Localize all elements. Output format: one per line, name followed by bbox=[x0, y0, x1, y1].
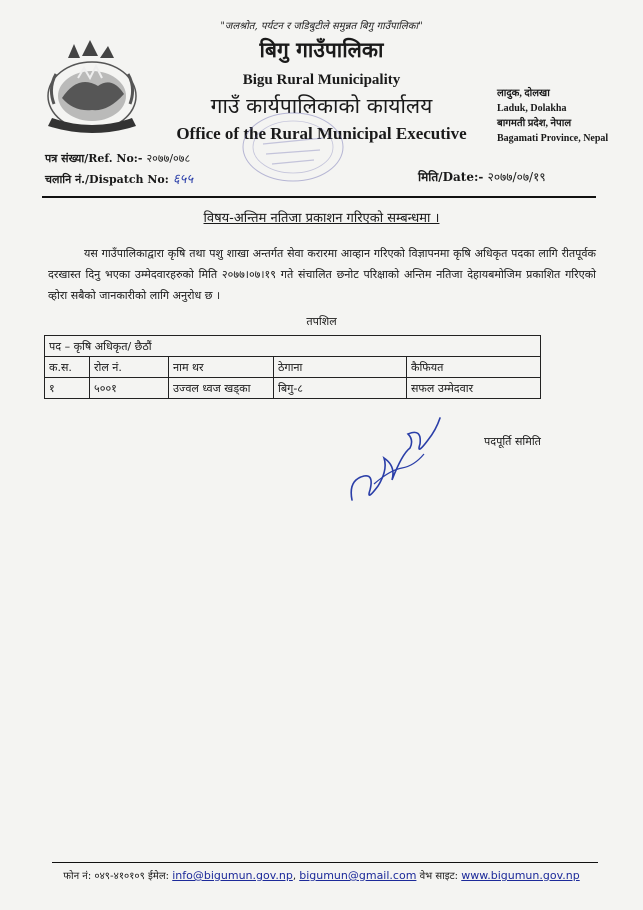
table-header-row bbox=[45, 357, 541, 378]
cell-serial: १ bbox=[45, 378, 90, 399]
website-link[interactable]: www.bigumun.gov.np bbox=[461, 869, 580, 882]
address-line: Bagamati Province, Nepal bbox=[497, 133, 609, 144]
letter-subject: विषय-अन्तिम नतिजा प्रकाशन गरिएको सम्बन्धमा । bbox=[203, 211, 440, 226]
date-label: मिति/Date:- bbox=[418, 170, 484, 184]
footer-divider bbox=[52, 862, 598, 863]
date-row bbox=[418, 168, 546, 185]
address-line: लादुक, दोलखा bbox=[497, 88, 550, 99]
address-line: Laduk, Dolakha bbox=[497, 103, 567, 114]
dispatch-row bbox=[45, 169, 193, 190]
office-name-np: गाउँ कार्यपालिकाको कार्यालय bbox=[210, 94, 433, 118]
municipality-name-en: Bigu Rural Municipality bbox=[242, 72, 401, 88]
signature-icon bbox=[344, 410, 444, 510]
table-post-row bbox=[45, 336, 541, 357]
municipality-motto: "जलश्रोत, पर्यटन र जडिबुटीले समुन्नत बिगु गाउँपालिका" bbox=[220, 21, 423, 32]
office-stamp-icon bbox=[238, 108, 348, 186]
header-divider bbox=[42, 196, 596, 198]
letter-footer bbox=[0, 868, 643, 882]
footer-web-label: वेभ साइट: bbox=[419, 871, 459, 882]
annex-label: तपशिल bbox=[306, 315, 337, 328]
ref-row bbox=[45, 148, 193, 169]
reference-block bbox=[45, 148, 193, 190]
office-address bbox=[497, 86, 608, 146]
footer-separator: , bbox=[292, 871, 297, 882]
dispatch-value: ६५५ bbox=[172, 172, 194, 187]
body-paragraph: यस गाउँपालिकाद्वारा कृषि तथा पशु शाखा अन्तर्गत सेवा करारमा आव्हान गरिएको विज्ञापनमा कृषि अधिकृत पदका लागि रीतपूर्वक दरखास्त दिनु भएका उम्मेदवारहरुको मिति २०७७।०७।१९ गते संचालित छनोट परिक्षाको अन्तिम नतिजा देहायबमोजिम प्रकाशित गरिएको व्होरा सबैको जानकारीको लागि अनुरोध छ । bbox=[48, 247, 596, 302]
header-cell-address: ठेगाना bbox=[274, 357, 407, 378]
header-cell-serial: क.स. bbox=[45, 357, 90, 378]
header-cell-remarks: कैफियत bbox=[407, 357, 541, 378]
cell-roll: ५००१ bbox=[90, 378, 169, 399]
municipality-name-np: बिगु गाउँपालिका bbox=[259, 38, 384, 62]
header-cell-name: नाम थर bbox=[169, 357, 274, 378]
footer-phone: फोन नं: ०४९-४१०१०९ ईमेल: bbox=[63, 871, 170, 882]
results-table bbox=[44, 335, 541, 399]
header-cell-roll: रोल नं. bbox=[90, 357, 169, 378]
email-link-gmail[interactable]: bigumun@gmail.com bbox=[299, 869, 417, 882]
address-line: बागमती प्रदेश, नेपाल bbox=[497, 118, 572, 129]
office-name-en: Office of the Rural Municipal Executive bbox=[176, 124, 467, 143]
table-row bbox=[45, 378, 541, 399]
letter-body bbox=[48, 243, 596, 306]
cell-name: उज्वल ध्वज खड्का bbox=[169, 378, 274, 399]
dispatch-label: चलानि नं./Dispatch No: bbox=[45, 173, 169, 186]
cell-address: बिगु-८ bbox=[274, 378, 407, 399]
cell-remarks: सफल उम्मेदवार bbox=[407, 378, 541, 399]
post-cell: पद – कृषि अधिकृत/ छैठौं bbox=[45, 336, 541, 357]
ref-label: पत्र संख्या/Ref. No:- bbox=[45, 152, 143, 165]
date-value: २०७७/०७/१९ bbox=[487, 170, 546, 184]
ref-value: २०७७/०७८ bbox=[146, 152, 191, 165]
email-link-info[interactable]: info@bigumun.gov.np bbox=[172, 869, 293, 882]
signer-committee: पदपूर्ति समिति bbox=[484, 435, 541, 448]
